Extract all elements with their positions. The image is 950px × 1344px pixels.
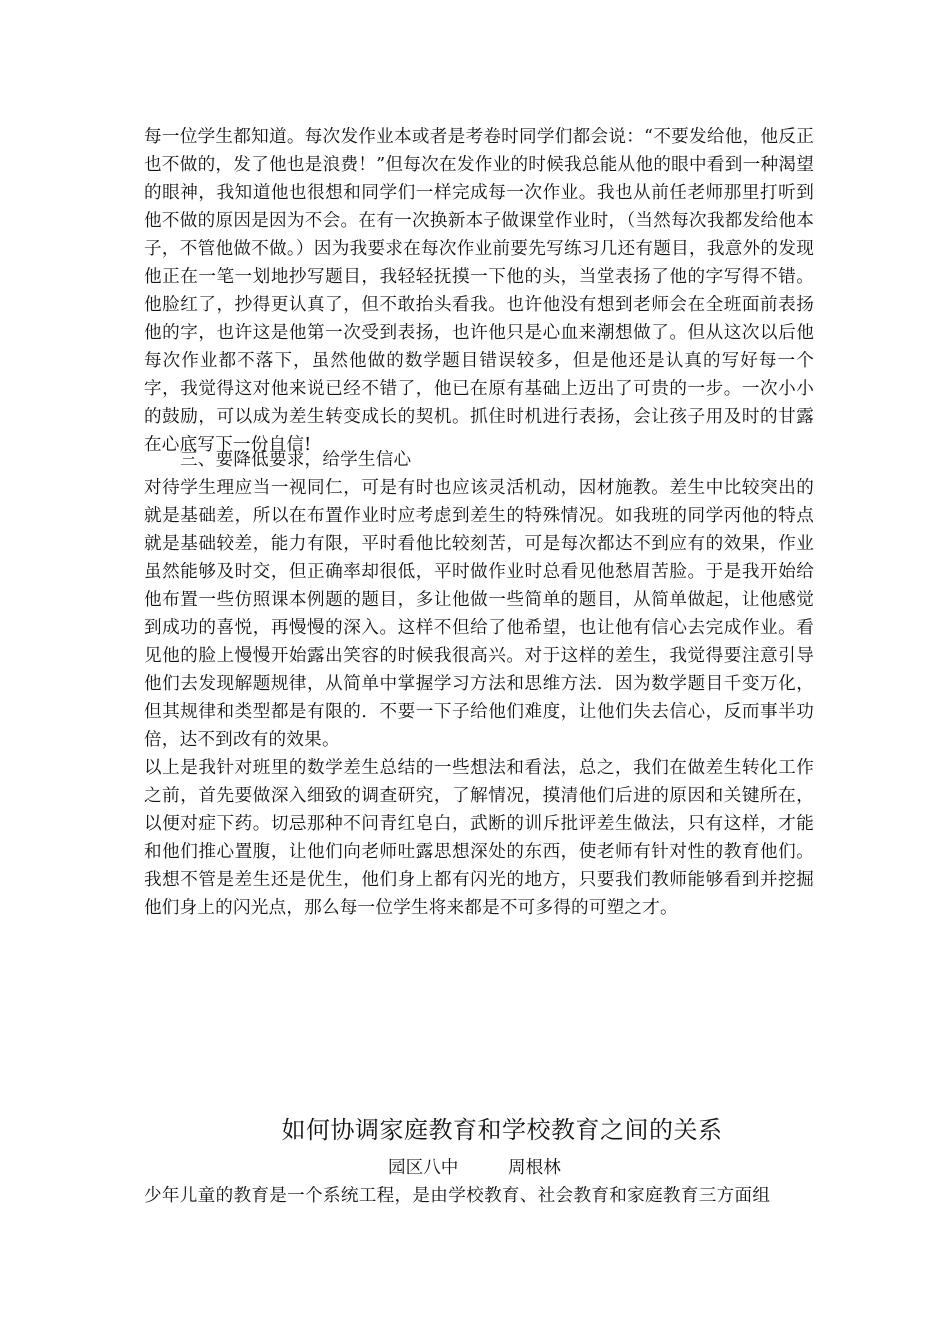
- text-section-lower-requirements: [144, 446, 814, 922]
- byline-author: 周根林: [508, 1158, 561, 1178]
- article-first-line: 少年儿童的教育是一个系统工程，是由学校教育、社会教育和家庭教育三方面组: [144, 1186, 771, 1206]
- text-section-encouragement: [144, 123, 814, 459]
- byline-school: 园区八中: [388, 1158, 459, 1178]
- article-title: 如何协调家庭教育和学校教育之间的关系: [281, 1116, 723, 1144]
- body-paragraph: 对待学生理应当一视同仁，可是有时也应该灵活机动，因材施教。差生中比较突出的就是基础差，所以在布置作业时应考虑到差生的特殊情况。如我班的同学丙他的特点就是基础较差，能力有限，平时看他比较刻苦，可是每次都达不到应有的效果，作业虽然能够及时交，但正确率却很低，平时做作业时总看见他愁眉苦脸。于是我开始给他布置一些仿照课本例题的题目，多让他做一些简单的题目，从简单做起，让他感觉到成功的喜悦，再慢慢的深入。这样不但给了他希望，也让他有信心去完成作业。看见他的脸上慢慢开始露出笑容的时候我很高兴。对于这样的差生，我觉得要注意引导他们去发现解题规律，从简单中掌握学习方法和思维方法．因为数学题目千变万化，但其规律和类型都是有限的．不要一下子给他们难度，让他们失去信心，反而事半功倍，达不到改有的效果。: [144, 478, 814, 750]
- article-byline: [388, 1155, 561, 1181]
- body-paragraph: 每一位学生都知道。每次发作业本或者是考卷时同学们都会说：“不要发给他，他反正也不做的，发了他也是浪费！”但每次在发作业的时候我总能从他的眼中看到一种渴望的眼神，我知道他也很想和同学们一样完成每一次作业。我也从前任老师那里打听到他不做的原因是因为不会。在有一次换新本子做课堂作业时，（当然每次我都发给他本子，不管他做不做。）因为我要求在每次作业前要先写练习几还有题目，我意外的发现他正在一笔一划地抄写题目，我轻轻抚摸一下他的头，当堂表扬了他的字写得不错。他脸红了，抄得更认真了，但不敢抬头看我。也许他没有想到老师会在全班面前表扬他的字，也许这是他第一次受到表扬，也许他只是心血来潮想做了。但从这次以后他每次作业都不落下，虽然他做的数学题目错误较多，但是他还是认真的写好每一个字，我觉得这对他来说已经不错了，他已在原有基础上迈出了可贵的一步。一次小小的鼓励，可以成为差生转变成长的契机。抓住时机进行表扬，会让孩子用及时的甘露在心底写下一份自信!: [144, 127, 814, 455]
- body-paragraph: 以上是我针对班里的数学差生总结的一些想法和看法，总之，我们在做差生转化工作之前，首先要做深入细致的调查研究，了解情况，摸清他们后进的原因和关键所在，以便对症下药。切忌那种不问青红皂白，武断的训斥批评差生做法，只有这样，才能和他们推心置腹，让他们向老师吐露思想深处的东西，使老师有针对性的教育他们。我想不管是差生还是优生，他们身上都有闪光的地方，只要我们教师能够看到并挖掘他们身上的闪光点，那么每一位学生将来都是不可多得的可塑之才。: [144, 758, 814, 918]
- section-heading: 三、要降低要求，给学生信心: [180, 450, 412, 470]
